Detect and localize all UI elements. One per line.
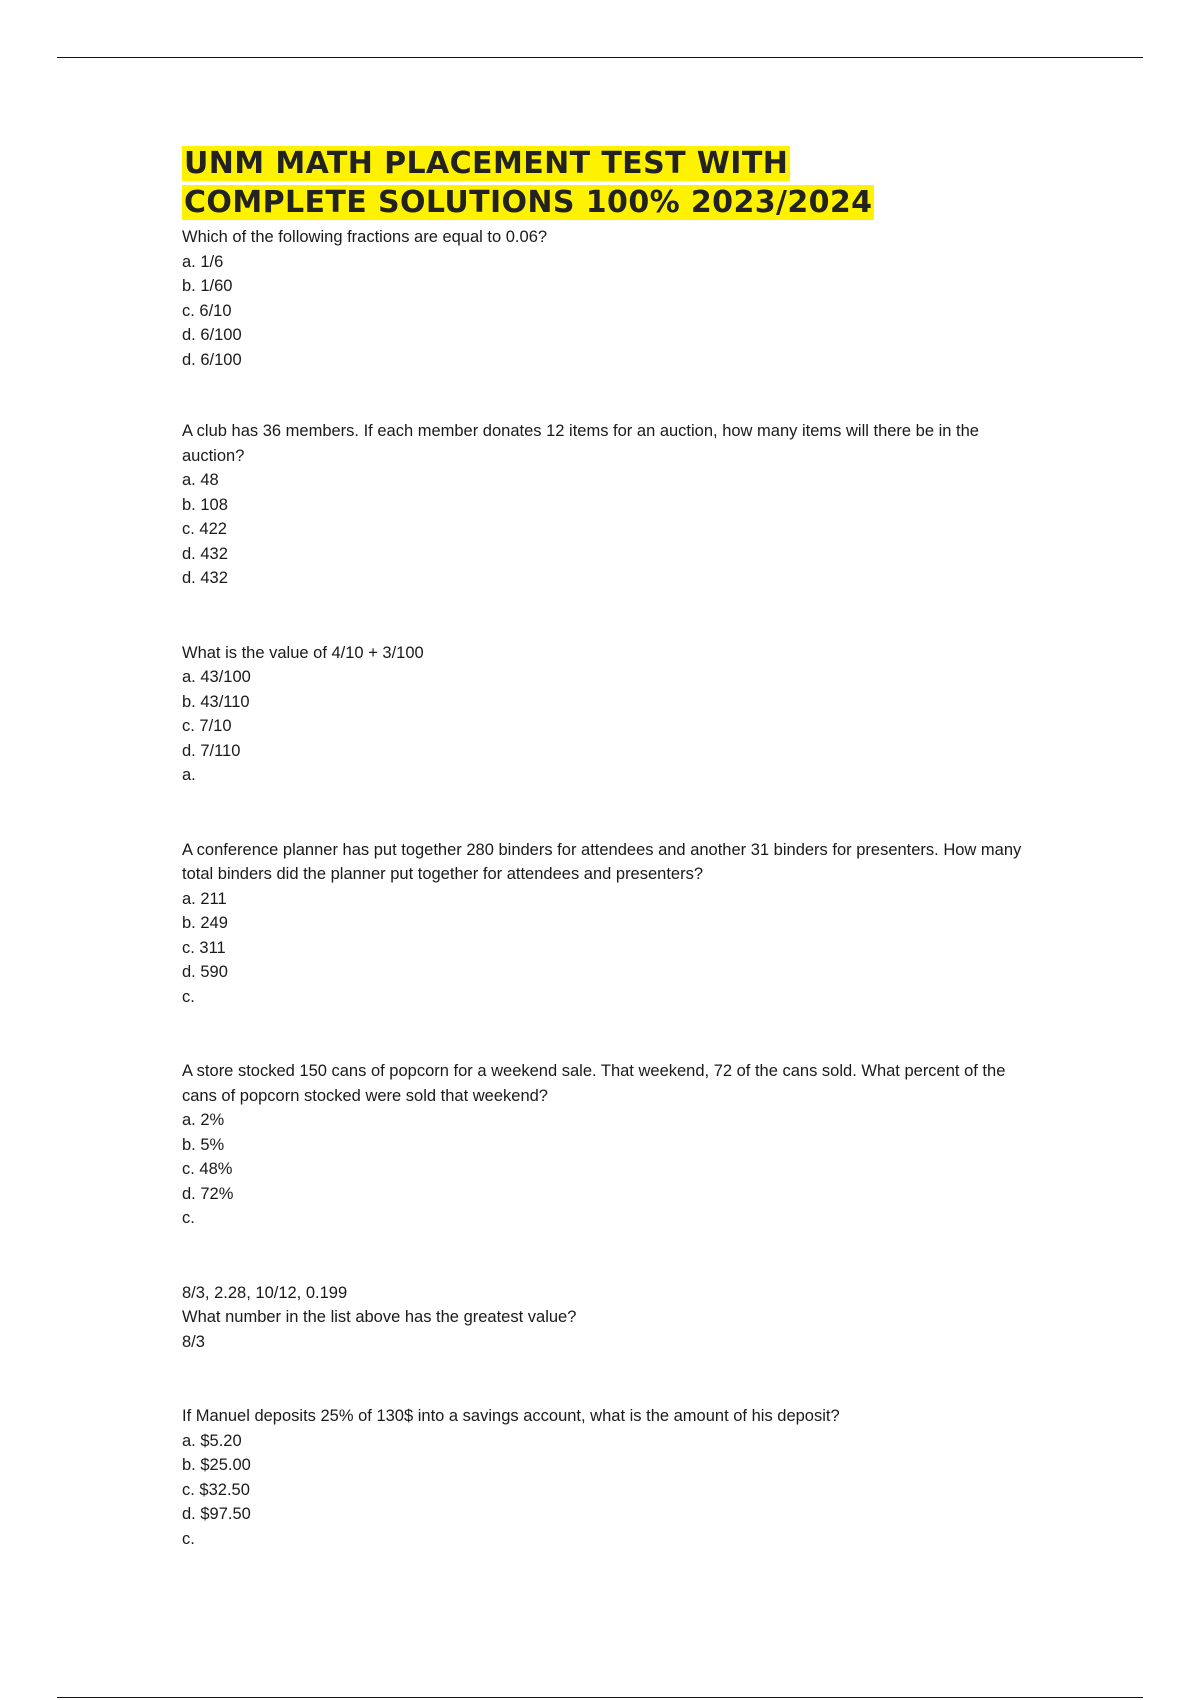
question-text: A club has 36 members. If each member donates 12 items for an auction, how many items will there be in the auction? (182, 422, 979, 465)
option-c: c. 422 (182, 520, 227, 538)
option-c: c. 7/10 (182, 717, 232, 735)
option-c: c. 311 (182, 938, 226, 957)
answer: c. (182, 1529, 195, 1548)
number-list: 8/3, 2.28, 10/12, 0.199 (182, 1283, 348, 1302)
option-b: b. 1/60 (182, 277, 233, 295)
answer: c. (182, 1209, 195, 1227)
option-b: b. $25.00 (182, 1456, 251, 1474)
question-text: What is the value of 4/10 + 3/100 (182, 643, 424, 662)
answer: c. (182, 987, 195, 1006)
question-1 (182, 225, 1042, 372)
option-b: b. 5% (182, 1135, 225, 1154)
question-text: A conference planner has put together 280 binders for attendees and another 31 binders for presenters. How many total binders did the planner put together for attendees and presenters? (182, 840, 1022, 883)
option-d: d. 6/100 (182, 326, 242, 344)
question-text: Which of the following fractions are equal to 0.06? (182, 228, 548, 246)
footer-rule (57, 1697, 1143, 1698)
option-d: d. 432 (182, 544, 228, 563)
answer: d. 432 (182, 569, 228, 587)
question-7 (182, 1404, 1042, 1551)
answer: d. 6/100 (182, 350, 242, 369)
title-line-1: UNM MATH PLACEMENT TEST WITH (184, 146, 789, 181)
header-rule (57, 57, 1143, 58)
question-6 (182, 1281, 1042, 1355)
option-b: b. 249 (182, 914, 228, 932)
option-d: d. 590 (182, 963, 228, 981)
option-b: b. 108 (182, 495, 228, 514)
option-c: c. $32.50 (182, 1480, 250, 1499)
document-body (182, 144, 1042, 1551)
question-text: What number in the list above has the greatest value? (182, 1308, 577, 1326)
option-c: c. 48% (182, 1160, 233, 1178)
option-a: a. $5.20 (182, 1431, 242, 1450)
option-d: d. 72% (182, 1184, 234, 1203)
title-line-2: COMPLETE SOLUTIONS 100% 2023/2024 (184, 185, 873, 220)
answer: a. (182, 766, 196, 784)
option-a: a. 43/100 (182, 668, 251, 686)
option-a: a. 2% (182, 1111, 225, 1129)
question-4 (182, 838, 1042, 1010)
option-a: a. 1/6 (182, 252, 224, 271)
option-d: d. $97.50 (182, 1505, 251, 1523)
option-b: b. 43/110 (182, 692, 250, 711)
option-a: a. 211 (182, 889, 227, 908)
option-a: a. 48 (182, 471, 219, 489)
question-5 (182, 1059, 1042, 1231)
answer: 8/3 (182, 1332, 205, 1351)
document-title (182, 144, 1042, 222)
question-text: A store stocked 150 cans of popcorn for a weekend sale. That weekend, 72 of the cans sold. What percent of the cans of popcorn stocked were sold that weekend? (182, 1062, 1006, 1105)
question-text: If Manuel deposits 25% of 130$ into a savings account, what is the amount of his deposit? (182, 1407, 840, 1425)
question-2 (182, 419, 1042, 591)
option-c: c. 6/10 (182, 301, 232, 320)
option-d: d. 7/110 (182, 741, 241, 760)
question-3 (182, 641, 1042, 788)
